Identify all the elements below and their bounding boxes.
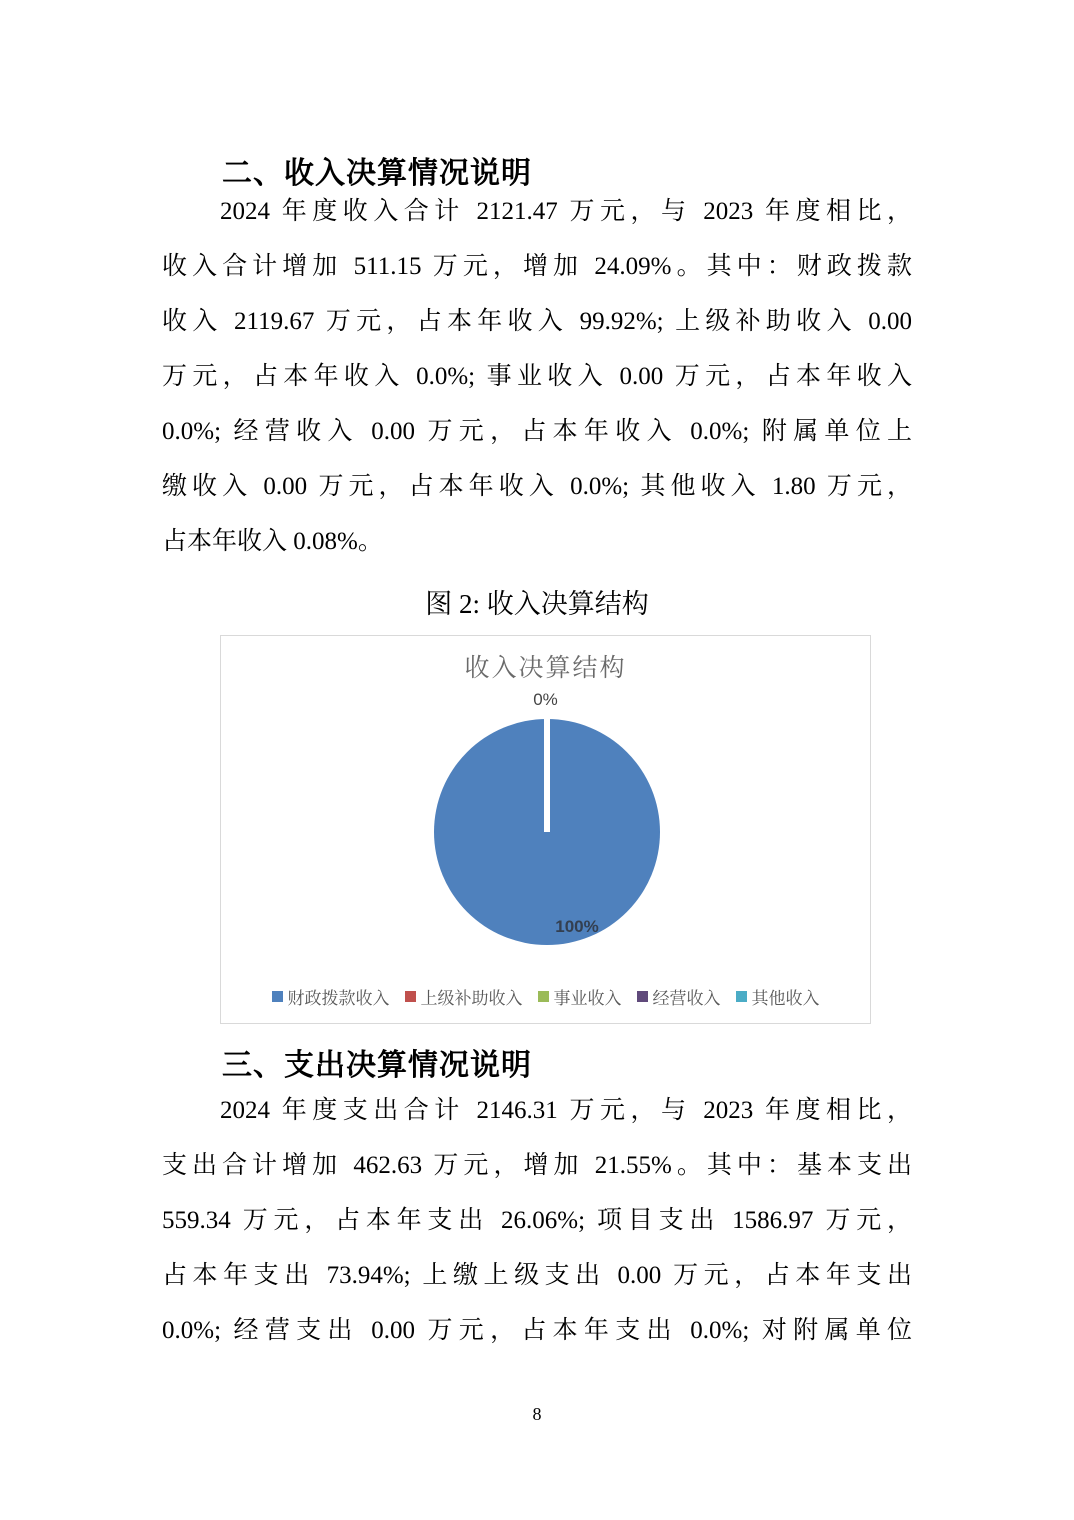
page-number: 8 [532,1404,542,1424]
section-2-paragraph [162,184,912,569]
text-line: 缴收入 0.00 万元，占本年收入 0.0%; 其他收入 1.80 万元， [162,473,912,500]
text-line: 占本年收入 0.08%。 [162,528,383,555]
text-line: 559.34 万元，占本年支出 26.06%; 项目支出 1586.97 万元， [162,1207,912,1234]
text-line: 支出合计增加 462.63 万元，增加 21.55%。其中：基本支出 [162,1152,912,1179]
legend-item [736,984,820,1009]
legend-item [538,984,622,1009]
text-line: 2024 年度收入合计 2121.47 万元，与 2023 年度相比， [220,198,912,225]
section-3-heading: 三、支出决算情况说明 [222,1049,532,1082]
text-line: 2024 年度支出合计 2146.31 万元，与 2023 年度相比， [220,1097,912,1124]
pie-chart-container [220,635,871,1024]
figure-2-caption: 图 2: 收入决算结构 [425,589,649,619]
chart-title: 收入决算结构 [464,654,627,682]
chart-legend [221,984,870,1009]
pie-label-zero-percent: 0% [533,690,558,709]
text-line: 0.0%; 经营收入 0.00 万元，占本年收入 0.0%; 附属单位上 [162,418,912,445]
legend-label: 经营收入 [652,989,721,1008]
pie-label-hundred-percent: 100% [555,917,599,936]
legend-label: 其他收入 [751,989,820,1008]
text-line: 万元，占本年收入 0.0%; 事业收入 0.00 万元，占本年收入 [162,363,912,390]
legend-label: 事业收入 [553,989,622,1008]
legend-item [405,984,523,1009]
legend-item [637,984,721,1009]
legend-swatch-icon [405,991,416,1002]
text-line: 占本年支出 73.94%; 上缴上级支出 0.00 万元，占本年支出 [162,1262,912,1289]
section-3-paragraph [162,1083,912,1358]
section-2-heading: 二、收入决算情况说明 [222,157,532,190]
legend-swatch-icon [272,991,283,1002]
text-line: 收入 2119.67 万元，占本年收入 99.92%; 上级补助收入 0.00 [162,308,912,335]
legend-item [272,984,390,1009]
legend-swatch-icon [538,991,549,1002]
legend-label: 财政拨款收入 [287,989,390,1008]
legend-swatch-icon [637,991,648,1002]
text-line: 0.0%; 经营支出 0.00 万元，占本年支出 0.0%; 对附属单位 [162,1317,912,1344]
legend-label: 上级补助收入 [420,989,523,1008]
text-line: 收入合计增加 511.15 万元，增加 24.09%。其中：财政拨款 [162,253,912,280]
legend-swatch-icon [736,991,747,1002]
